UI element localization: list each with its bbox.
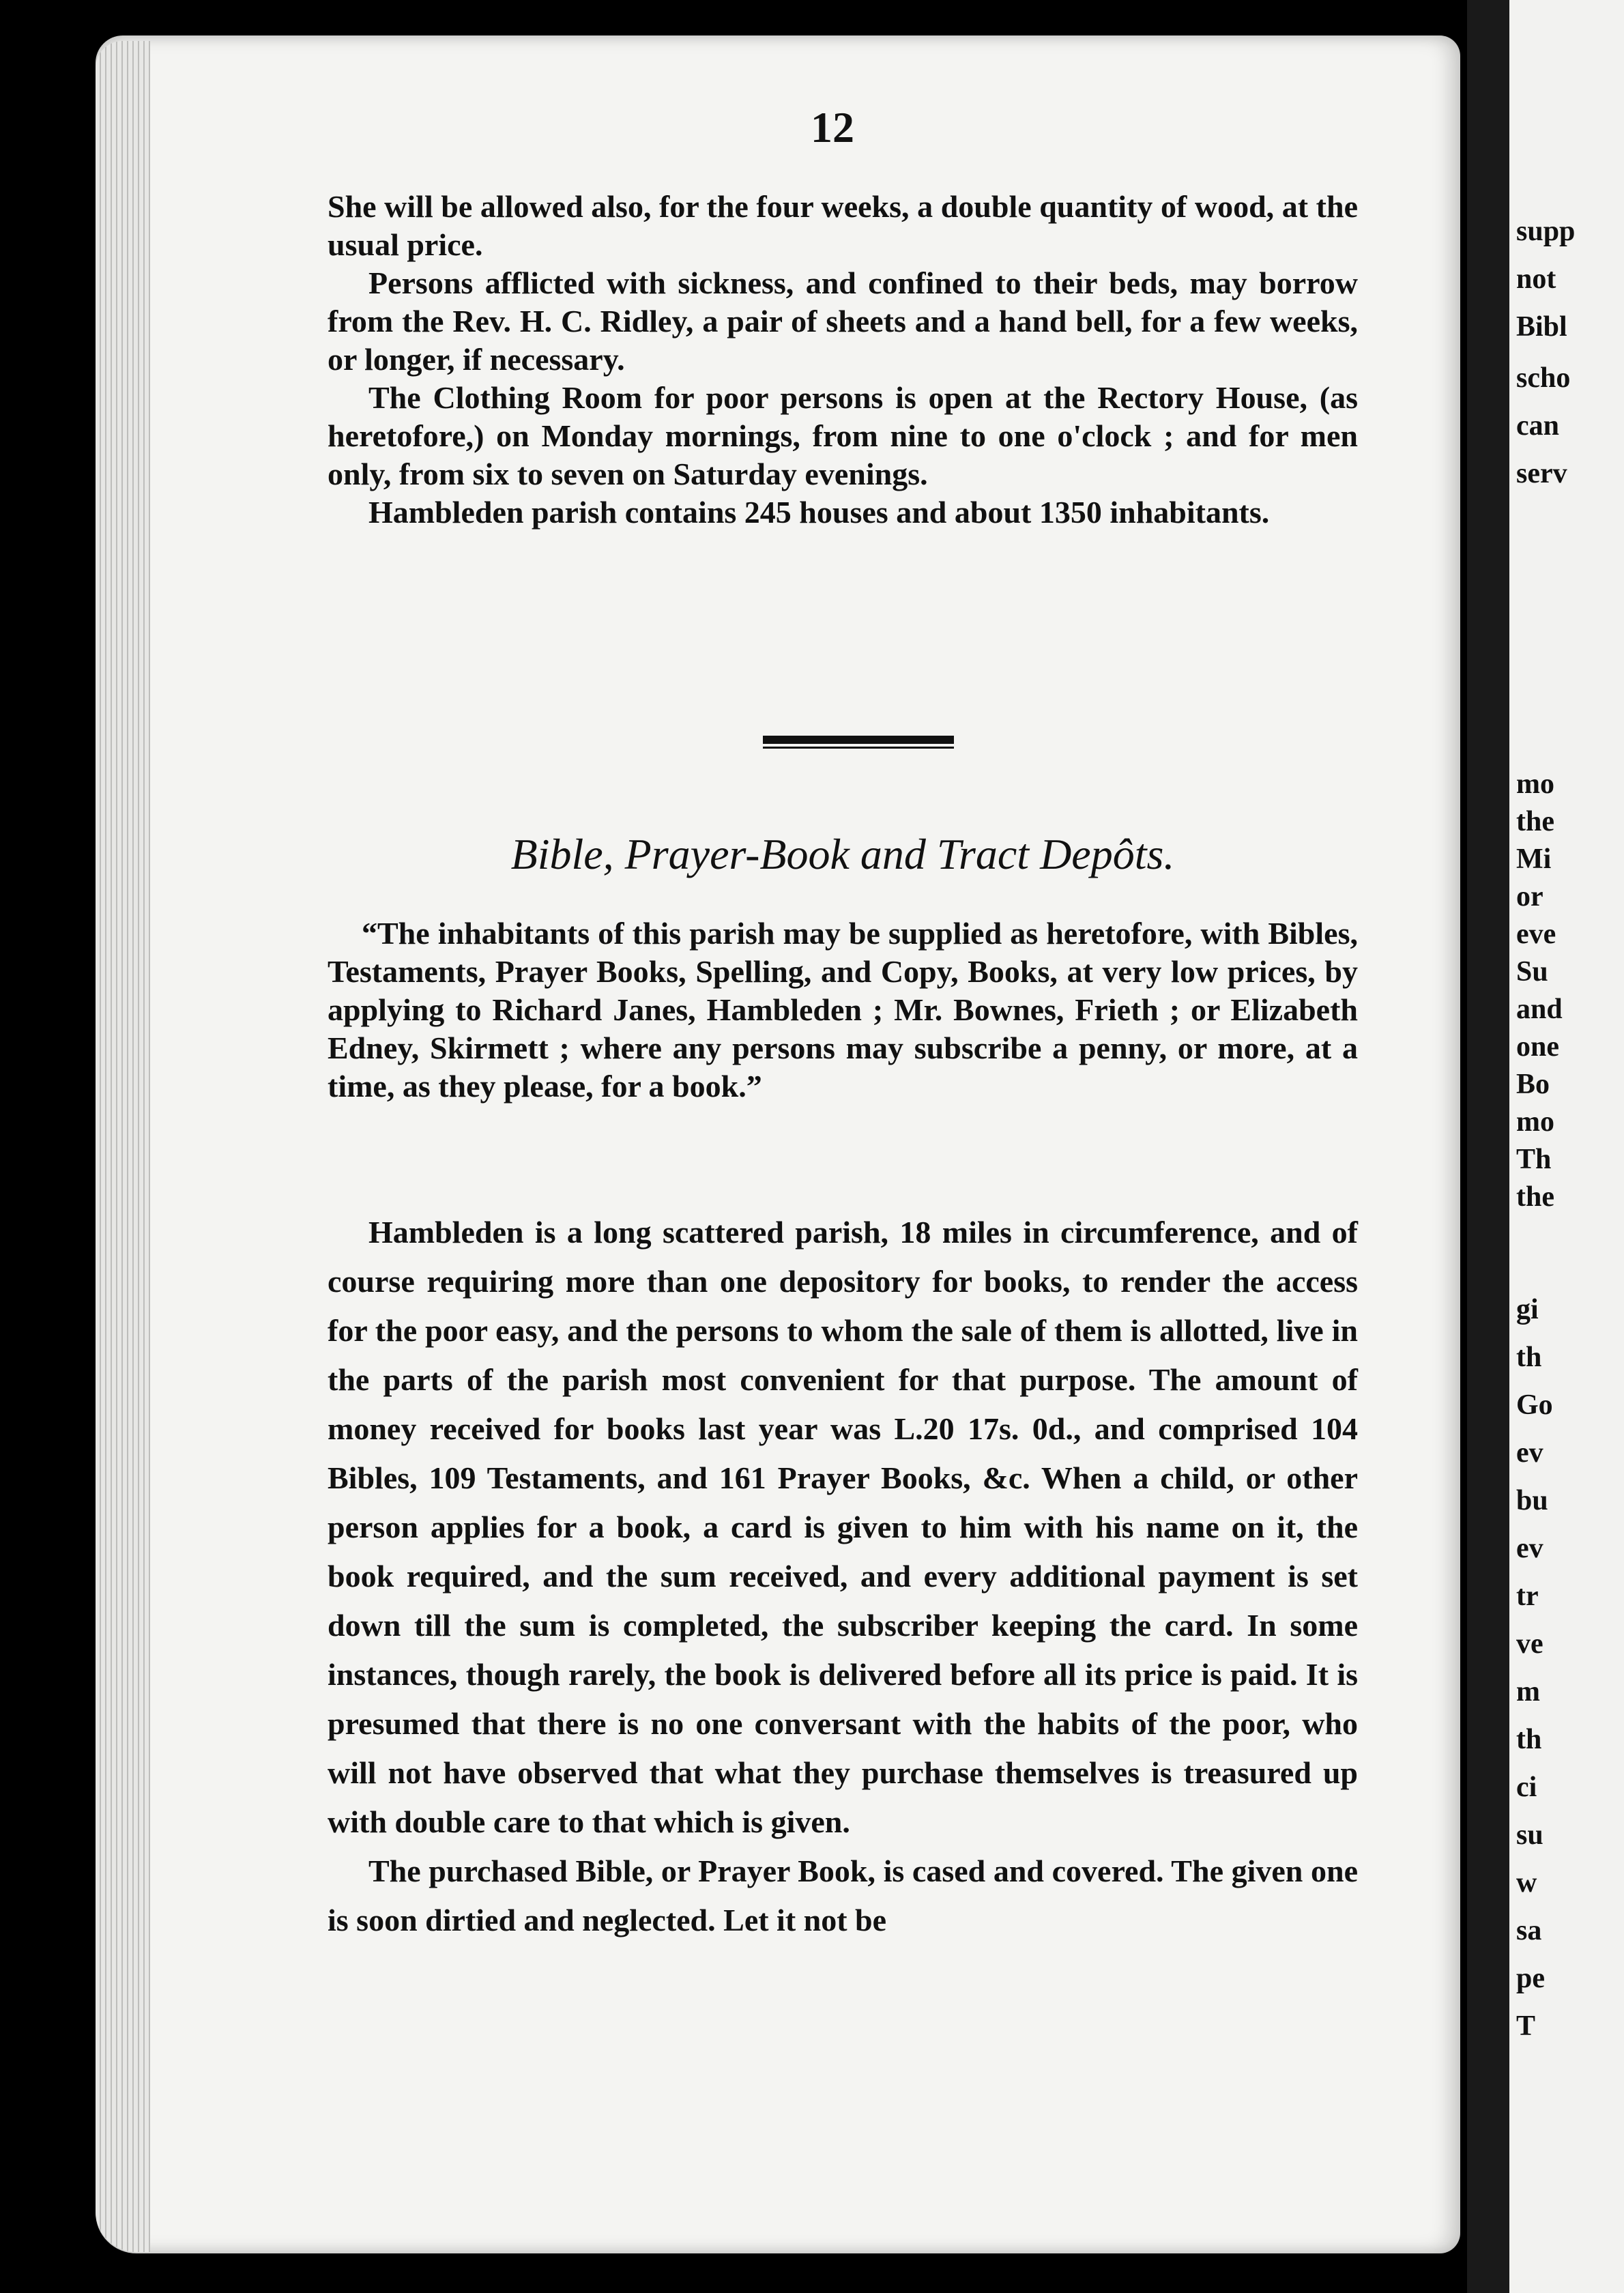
facing-fragment: serv <box>1516 458 1567 489</box>
facing-fragment: T <box>1516 2010 1536 2042</box>
facing-fragment: ev <box>1516 1533 1543 1564</box>
facing-fragment: scho <box>1516 362 1571 394</box>
facing-fragment: not <box>1516 263 1556 295</box>
section-title: Bible, Prayer-Book and Tract Depôts. <box>510 830 1175 878</box>
facing-fragment: w <box>1516 1867 1537 1899</box>
paragraph-fuel-allowance: She will be allowed also, for the four weeks, a double quantity of wood, at the usual price. <box>328 189 1358 262</box>
facing-fragment: Bo <box>1516 1069 1550 1100</box>
facing-fragment: mo <box>1516 768 1554 800</box>
facing-fragment: ev <box>1516 1437 1543 1469</box>
paragraph-purchased-bible: The purchased Bible, or Prayer Book, is cased and covered. The given one is soon dirtied and neglected. Let it not be <box>328 1854 1358 1937</box>
facing-fragment: can <box>1516 410 1559 442</box>
section-divider <box>763 736 954 744</box>
facing-fragment: and <box>1516 994 1563 1025</box>
facing-fragment: mo <box>1516 1106 1554 1138</box>
quote-block <box>328 914 1358 1106</box>
facing-fragment: su <box>1516 1819 1543 1851</box>
main-text-block <box>328 1208 1358 1945</box>
facing-fragment: tr <box>1516 1581 1539 1612</box>
facing-fragment: one <box>1516 1031 1559 1063</box>
facing-fragment: Mi <box>1516 843 1552 875</box>
page-number: 12 <box>811 103 854 152</box>
facing-fragment: supp <box>1516 216 1576 247</box>
facing-fragment: ve <box>1516 1628 1543 1660</box>
facing-fragment: Th <box>1516 1144 1552 1175</box>
book-gutter <box>1467 0 1509 2293</box>
section-divider-underline <box>763 747 954 749</box>
quote-paragraph: “The inhabitants of this parish may be supplied as heretofore, with Bibles, Testaments, Prayer Books, Spelling, and Copy, Books, at very low prices, by applying to Richard Janes, Hambleden ; Mr. Bownes, Frieth ; or Elizabeth Edney, Skirmett ; where any persons may subscribe a penny, or more, at a time, as they please, for a book.” <box>328 916 1358 1104</box>
facing-fragment: Go <box>1516 1389 1553 1421</box>
facing-fragment: gi <box>1516 1294 1539 1325</box>
paragraph-clothing-room: The Clothing Room for poor persons is open at the Rectory House, (as heretofore,) on Monday mornings, from nine to one o'clock ; and for men only, from six to seven on Saturday evenings. <box>328 380 1358 491</box>
facing-fragment: the <box>1516 806 1554 837</box>
paragraph-depository-description: Hambleden is a long scattered parish, 18 miles in circumference, and of course requiring more than one depository for books, to render the access for the poor easy, and the persons to whom the sale of them is allotted, live in the parts of the parish most convenient for that purpose. The amount of money received for books last year was L.20 17s. 0d., and comprised 104 Bibles, 109 Testaments, and 161 Prayer Books, &c. When a child, or other person applies for a book, a card is given to him with his name on it, the book required, and the sum received, and every additional payment is set down till the sum is completed, the subscriber keeping the card. In some instances, though rarely, the book is delivered before all its price is paid. It is presumed that there is no one conversant with the habits of the poor, who will not have observed that what they purchase themselves is treasured up with double care to that which is given. <box>328 1215 1358 1839</box>
top-text-block <box>328 188 1358 532</box>
facing-fragment: or <box>1516 881 1543 912</box>
facing-fragment: Su <box>1516 956 1548 987</box>
facing-fragment: the <box>1516 1181 1554 1213</box>
facing-fragment: eve <box>1516 919 1556 950</box>
facing-fragment: th <box>1516 1342 1542 1373</box>
facing-fragment: ci <box>1516 1772 1537 1803</box>
paragraph-sickness-loans: Persons afflicted with sickness, and confined to their beds, may borrow from the Rev. H. C. Ridley, a pair of sheets and a hand bell, for a few weeks, or longer, if necessary. <box>328 265 1358 377</box>
facing-fragment: m <box>1516 1676 1540 1707</box>
facing-fragment: bu <box>1516 1485 1548 1516</box>
facing-fragment: th <box>1516 1724 1542 1755</box>
facing-fragment: sa <box>1516 1915 1542 1946</box>
paragraph-parish-population: Hambleden parish contains 245 houses and about 1350 inhabitants. <box>368 495 1270 530</box>
facing-page <box>1509 0 1624 2293</box>
page-edges <box>96 41 150 2252</box>
facing-fragment: pe <box>1516 1963 1545 1994</box>
facing-fragment: Bibl <box>1516 311 1567 343</box>
